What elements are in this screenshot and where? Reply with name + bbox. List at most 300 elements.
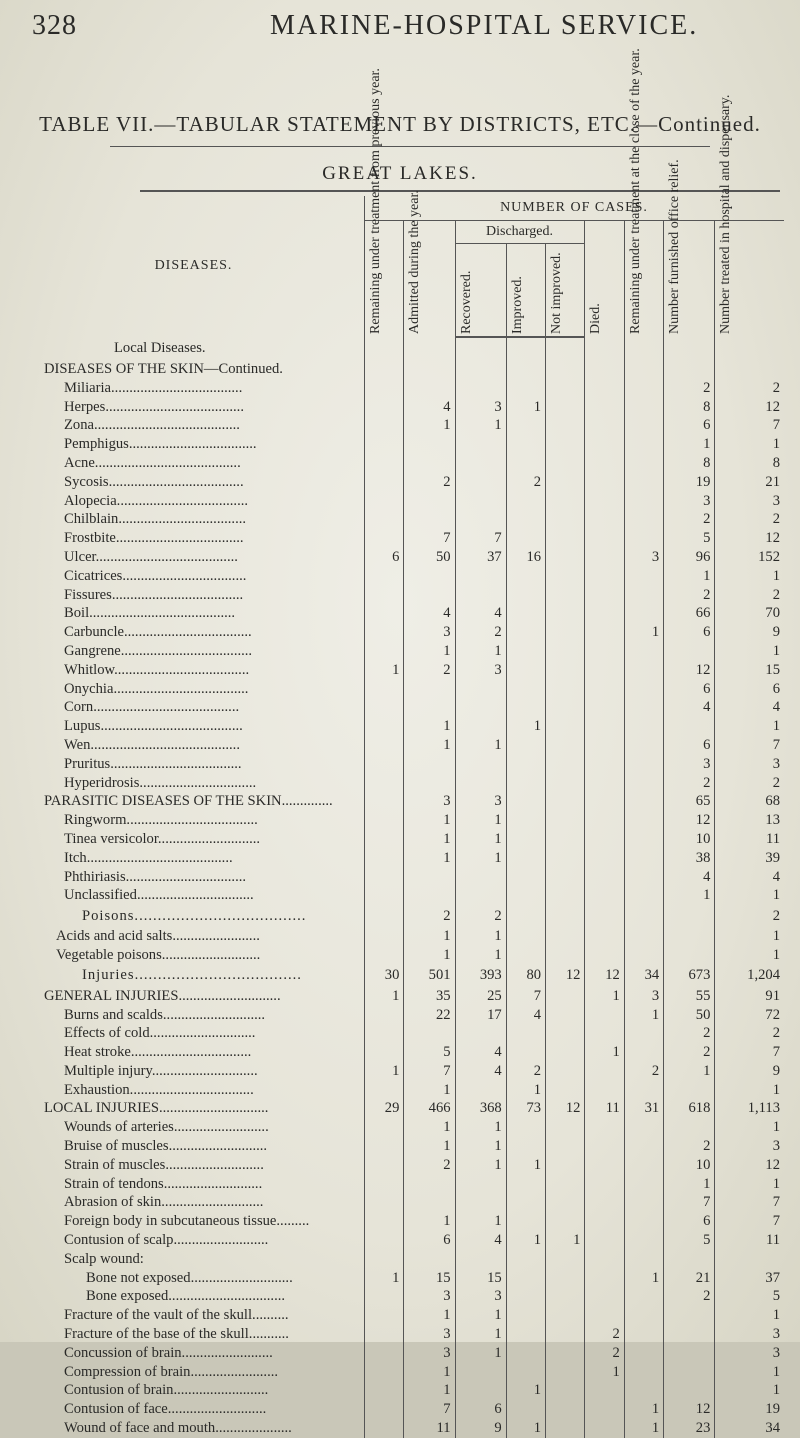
- table-row: [24, 435, 784, 454]
- cell-value: 8: [664, 398, 715, 417]
- table-row: [24, 548, 784, 567]
- col-office-relief: Number furnished office relief.: [664, 221, 715, 338]
- cell-value: 466: [404, 1099, 455, 1118]
- cell-value: 1: [404, 1081, 455, 1100]
- table-row: [24, 416, 784, 435]
- cell-value: 1: [715, 435, 784, 454]
- cell-value: [506, 1306, 545, 1325]
- table-row: [24, 567, 784, 586]
- cell-value: 21: [715, 473, 784, 492]
- cell-value: 2: [715, 379, 784, 398]
- cell-value: 2: [404, 473, 455, 492]
- cell-value: [624, 1231, 663, 1250]
- cell-value: 6: [664, 1212, 715, 1231]
- cell-value: [585, 567, 624, 586]
- cell-value: [506, 586, 545, 605]
- cell-value: [546, 1306, 585, 1325]
- cell-value: [404, 886, 455, 905]
- cell-value: 6: [664, 736, 715, 755]
- cell-value: 1: [455, 927, 506, 946]
- disease-label: Burns and scalds............................: [64, 1006, 266, 1023]
- cell-value: [455, 680, 506, 699]
- table-row: [24, 1287, 784, 1306]
- cell-value: [455, 473, 506, 492]
- cell-value: [546, 830, 585, 849]
- cell-value: [506, 337, 545, 360]
- cell-value: 37: [455, 548, 506, 567]
- cell-value: 37: [715, 1269, 784, 1288]
- cell-value: 12: [715, 1156, 784, 1175]
- cell-value: [546, 811, 585, 830]
- cell-value: [546, 1137, 585, 1156]
- cell-value: 1: [715, 1306, 784, 1325]
- cell-value: 2: [624, 1062, 663, 1081]
- cell-value: 12: [585, 965, 624, 987]
- cell-value: [546, 1062, 585, 1081]
- cell-value: 12: [664, 811, 715, 830]
- cell-value: 1: [404, 1381, 455, 1400]
- table-row: [24, 717, 784, 736]
- cell-value: [585, 1156, 624, 1175]
- table-row: [24, 1325, 784, 1344]
- disease-label: Wen.........................................: [64, 736, 240, 753]
- cell-value: [365, 1081, 404, 1100]
- cell-value: 1: [404, 1363, 455, 1382]
- cell-value: [365, 736, 404, 755]
- cell-value: [624, 435, 663, 454]
- cell-value: 3: [455, 792, 506, 811]
- cell-value: [365, 849, 404, 868]
- cell-value: [506, 454, 545, 473]
- cell-value: [506, 604, 545, 623]
- disease-label: Acids and acid salts........................: [56, 928, 260, 945]
- cell-value: 7: [715, 1212, 784, 1231]
- cell-value: [624, 905, 663, 927]
- cell-value: 17: [455, 1006, 506, 1025]
- cell-value: 1: [455, 1156, 506, 1175]
- cell-value: [585, 1193, 624, 1212]
- cell-value: 11: [715, 830, 784, 849]
- disease-label: Heat stroke.................................: [64, 1044, 252, 1061]
- cell-value: 1: [455, 1325, 506, 1344]
- table-row: [24, 1024, 784, 1043]
- cell-value: [624, 567, 663, 586]
- cell-value: 66: [664, 604, 715, 623]
- cell-value: [506, 811, 545, 830]
- cell-value: [365, 1156, 404, 1175]
- cell-value: [365, 623, 404, 642]
- cell-value: [624, 604, 663, 623]
- table-row: [24, 1306, 784, 1325]
- cell-value: [506, 946, 545, 965]
- cell-value: [585, 379, 624, 398]
- cell-value: [506, 905, 545, 927]
- cell-value: [546, 1118, 585, 1137]
- cell-value: [506, 379, 545, 398]
- disease-label: Strain of tendons...........................: [64, 1175, 263, 1192]
- cell-value: [664, 1344, 715, 1363]
- cell-value: 7: [455, 529, 506, 548]
- cell-value: [624, 379, 663, 398]
- cell-value: [585, 1419, 624, 1438]
- region-rule: [140, 190, 780, 192]
- cell-value: 2: [506, 1062, 545, 1081]
- cell-value: [664, 642, 715, 661]
- disease-label: Unclassified................................: [64, 887, 254, 904]
- disease-label: Bone not exposed............................: [86, 1269, 293, 1286]
- cell-value: [455, 454, 506, 473]
- col-hospital-treated: Number treated in hospital and dispensary.: [715, 221, 784, 338]
- cell-value: [506, 623, 545, 642]
- table-row: [24, 1081, 784, 1100]
- cell-value: 4: [506, 1006, 545, 1025]
- cell-value: 6: [664, 416, 715, 435]
- cell-value: 1: [404, 849, 455, 868]
- cell-value: [365, 642, 404, 661]
- cell-value: 9: [455, 1419, 506, 1438]
- cell-value: [506, 1344, 545, 1363]
- cell-value: [624, 1118, 663, 1137]
- cell-value: [455, 774, 506, 793]
- cell-value: [455, 1363, 506, 1382]
- cell-value: [585, 548, 624, 567]
- cell-value: 4: [404, 604, 455, 623]
- cell-value: 1: [506, 398, 545, 417]
- cell-value: 1: [455, 736, 506, 755]
- cell-value: [546, 886, 585, 905]
- cell-value: [664, 1081, 715, 1100]
- disease-label: Injuries....................................: [82, 967, 302, 984]
- cell-value: 1: [455, 811, 506, 830]
- cell-value: 1: [715, 567, 784, 586]
- cell-value: [546, 849, 585, 868]
- cell-value: [455, 435, 506, 454]
- table-row: [24, 792, 784, 811]
- cell-value: [506, 1400, 545, 1419]
- table-row: [24, 454, 784, 473]
- cell-value: [624, 1193, 663, 1212]
- cell-value: 1: [404, 717, 455, 736]
- cell-value: 30: [365, 965, 404, 987]
- cell-value: [365, 886, 404, 905]
- cell-value: [546, 792, 585, 811]
- title-rule: [110, 146, 710, 147]
- disease-label: Fracture of the vault of the skull..........: [64, 1307, 289, 1324]
- cell-value: [546, 680, 585, 699]
- cell-value: 35: [404, 987, 455, 1006]
- cell-value: [624, 1325, 663, 1344]
- cell-value: [455, 510, 506, 529]
- cell-value: [546, 604, 585, 623]
- cell-value: [546, 416, 585, 435]
- cell-value: [624, 642, 663, 661]
- cell-value: [506, 886, 545, 905]
- table-row: [24, 1137, 784, 1156]
- cell-value: [585, 946, 624, 965]
- cell-value: [365, 946, 404, 965]
- cell-value: 1: [455, 1118, 506, 1137]
- cell-value: [365, 717, 404, 736]
- cell-value: 3: [715, 1325, 784, 1344]
- disease-label: Tinea versicolor............................: [64, 830, 261, 847]
- cell-value: [506, 1043, 545, 1062]
- cell-value: [585, 1381, 624, 1400]
- cell-value: 3: [404, 623, 455, 642]
- cell-value: 1: [506, 1156, 545, 1175]
- cell-value: [365, 698, 404, 717]
- cell-value: [585, 1306, 624, 1325]
- cell-value: [624, 1344, 663, 1363]
- cell-value: 3: [404, 1344, 455, 1363]
- cell-value: [546, 529, 585, 548]
- cell-value: [624, 1287, 663, 1306]
- cell-value: [585, 1175, 624, 1194]
- disease-label: Wounds of arteries..........................: [64, 1119, 269, 1136]
- cell-value: 2: [664, 1137, 715, 1156]
- table-row: [24, 965, 784, 987]
- cell-value: [585, 1231, 624, 1250]
- cell-value: [585, 755, 624, 774]
- cell-value: 29: [365, 1099, 404, 1118]
- cell-value: 1: [506, 1419, 545, 1438]
- cell-value: [404, 379, 455, 398]
- cell-value: [404, 454, 455, 473]
- cell-value: [664, 1381, 715, 1400]
- cell-value: [546, 661, 585, 680]
- cell-value: 1: [546, 1231, 585, 1250]
- cell-value: 1: [715, 927, 784, 946]
- cell-value: [506, 661, 545, 680]
- cell-value: [624, 661, 663, 680]
- table-row: [24, 830, 784, 849]
- col-admitted: Admitted during the year.: [404, 221, 455, 338]
- cell-value: [585, 454, 624, 473]
- disease-label: Poisons.....................................: [82, 907, 307, 924]
- cell-value: [664, 337, 715, 360]
- cell-value: 1: [455, 1306, 506, 1325]
- cell-value: [506, 1325, 545, 1344]
- disease-label: Gangrene....................................: [64, 642, 253, 659]
- cell-value: 13: [715, 811, 784, 830]
- table-row: [24, 946, 784, 965]
- cell-value: 50: [404, 548, 455, 567]
- cell-value: 1: [715, 1363, 784, 1382]
- disease-label: Contusion of face...........................: [64, 1401, 267, 1418]
- cell-value: [365, 586, 404, 605]
- cell-value: [624, 736, 663, 755]
- table-row: [24, 1062, 784, 1081]
- cell-value: [546, 623, 585, 642]
- cell-value: [506, 792, 545, 811]
- cell-value: 1: [365, 661, 404, 680]
- cell-value: 618: [664, 1099, 715, 1118]
- cell-value: 5: [664, 1231, 715, 1250]
- table-row: [24, 698, 784, 717]
- cell-value: 2: [715, 1024, 784, 1043]
- table-row: [24, 1269, 784, 1288]
- cell-value: [664, 360, 715, 379]
- cell-value: [455, 1381, 506, 1400]
- cell-value: [546, 946, 585, 965]
- cell-value: [585, 1081, 624, 1100]
- cell-value: [624, 360, 663, 379]
- disease-label: Chilblain...................................: [64, 511, 247, 528]
- cell-value: [715, 360, 784, 379]
- cell-value: [585, 623, 624, 642]
- cell-value: [404, 337, 455, 360]
- table-row: [24, 1231, 784, 1250]
- cell-value: [455, 1024, 506, 1043]
- cell-value: 7: [715, 736, 784, 755]
- cell-value: 5: [664, 529, 715, 548]
- cell-value: [404, 680, 455, 699]
- running-head: MARINE-HOSPITAL SERVICE.: [270, 10, 699, 41]
- cell-value: 12: [546, 1099, 585, 1118]
- cell-value: 2: [404, 1156, 455, 1175]
- cell-value: [506, 510, 545, 529]
- cell-value: [585, 736, 624, 755]
- cell-value: [624, 717, 663, 736]
- cell-value: 6: [664, 680, 715, 699]
- cell-value: [624, 1043, 663, 1062]
- cell-value: [365, 1006, 404, 1025]
- table-row: [24, 886, 784, 905]
- disease-label: Sycosis.....................................: [64, 473, 244, 490]
- cell-value: 1: [585, 1043, 624, 1062]
- cell-value: [365, 1137, 404, 1156]
- disease-label: Alopecia....................................: [64, 492, 249, 509]
- cell-value: 1: [715, 717, 784, 736]
- cell-value: [585, 1212, 624, 1231]
- cell-value: 6: [365, 548, 404, 567]
- cell-value: 23: [664, 1419, 715, 1438]
- cell-value: 6: [715, 680, 784, 699]
- cell-value: 10: [664, 830, 715, 849]
- cell-value: [506, 567, 545, 586]
- cell-value: [365, 337, 404, 360]
- cell-value: [365, 1024, 404, 1043]
- cell-value: [624, 337, 663, 360]
- cell-value: 3: [664, 755, 715, 774]
- cell-value: 12: [715, 529, 784, 548]
- cell-value: 1: [664, 567, 715, 586]
- cell-value: [404, 1193, 455, 1212]
- disease-label: Fissures....................................: [64, 586, 244, 603]
- cell-value: [624, 529, 663, 548]
- cell-value: 2: [715, 510, 784, 529]
- cell-value: [585, 529, 624, 548]
- table-row: [24, 1043, 784, 1062]
- cell-value: [365, 1363, 404, 1382]
- table-row: [24, 1118, 784, 1137]
- cell-value: 2: [664, 379, 715, 398]
- cell-value: 4: [664, 868, 715, 887]
- cell-value: 1: [715, 1118, 784, 1137]
- table-row: [24, 849, 784, 868]
- cell-value: 3: [624, 987, 663, 1006]
- cell-value: [365, 1193, 404, 1212]
- cell-value: 1: [715, 1081, 784, 1100]
- cell-value: [546, 1344, 585, 1363]
- cell-value: [365, 774, 404, 793]
- cell-value: [585, 1269, 624, 1288]
- cell-value: [664, 1118, 715, 1137]
- table-row: [24, 492, 784, 511]
- disease-label: Ulcer.......................................: [64, 548, 238, 565]
- table-row: [24, 360, 784, 379]
- disease-label: Hyperidrosis................................: [64, 774, 257, 791]
- disease-label: Frostbite...................................: [64, 530, 244, 547]
- cell-value: [624, 586, 663, 605]
- disease-label: Phthiriasis.................................: [64, 868, 247, 885]
- col-recovered: Recovered.: [455, 244, 506, 338]
- cell-value: [546, 642, 585, 661]
- cell-value: 3: [715, 755, 784, 774]
- cell-value: 1: [664, 1175, 715, 1194]
- disease-label: Ringworm....................................: [64, 812, 258, 829]
- table-row: [24, 473, 784, 492]
- cell-value: [624, 811, 663, 830]
- cell-value: [455, 1081, 506, 1100]
- cell-value: 4: [455, 604, 506, 623]
- cell-value: 7: [404, 529, 455, 548]
- cell-value: [455, 868, 506, 887]
- disease-label: Lupus.......................................: [64, 718, 243, 735]
- cell-value: [585, 849, 624, 868]
- cell-value: [546, 360, 585, 379]
- cell-value: [546, 698, 585, 717]
- cell-value: [506, 529, 545, 548]
- disease-label: Effects of cold.............................: [64, 1025, 256, 1042]
- cell-value: 9: [715, 623, 784, 642]
- cell-value: 6: [455, 1400, 506, 1419]
- cell-value: 1: [715, 642, 784, 661]
- cell-value: 91: [715, 987, 784, 1006]
- cell-value: 3: [715, 1137, 784, 1156]
- cell-value: [506, 435, 545, 454]
- cell-value: 1: [624, 1269, 663, 1288]
- disease-label: GENERAL INJURIES............................: [44, 987, 281, 1004]
- cell-value: [506, 1024, 545, 1043]
- cell-value: [365, 473, 404, 492]
- cell-value: [365, 1381, 404, 1400]
- cell-value: [365, 1400, 404, 1419]
- cell-value: 7: [664, 1193, 715, 1212]
- cell-value: [624, 492, 663, 511]
- cell-value: [546, 1212, 585, 1231]
- table-row: [24, 1363, 784, 1382]
- cell-value: [664, 717, 715, 736]
- cell-value: [506, 1363, 545, 1382]
- cell-value: [546, 1325, 585, 1344]
- cell-value: [585, 586, 624, 605]
- cell-value: 2: [664, 510, 715, 529]
- cell-value: 1: [664, 886, 715, 905]
- cell-value: [624, 755, 663, 774]
- cell-value: 1: [404, 811, 455, 830]
- cell-value: [506, 1250, 545, 1269]
- cell-value: 15: [455, 1269, 506, 1288]
- cell-value: [455, 360, 506, 379]
- cell-value: [624, 416, 663, 435]
- disease-label: Zona........................................: [64, 417, 240, 434]
- cell-value: 2: [455, 623, 506, 642]
- cell-value: [546, 1175, 585, 1194]
- cell-value: [404, 586, 455, 605]
- table-row: [24, 1175, 784, 1194]
- cell-value: [664, 1250, 715, 1269]
- cell-value: 2: [455, 905, 506, 927]
